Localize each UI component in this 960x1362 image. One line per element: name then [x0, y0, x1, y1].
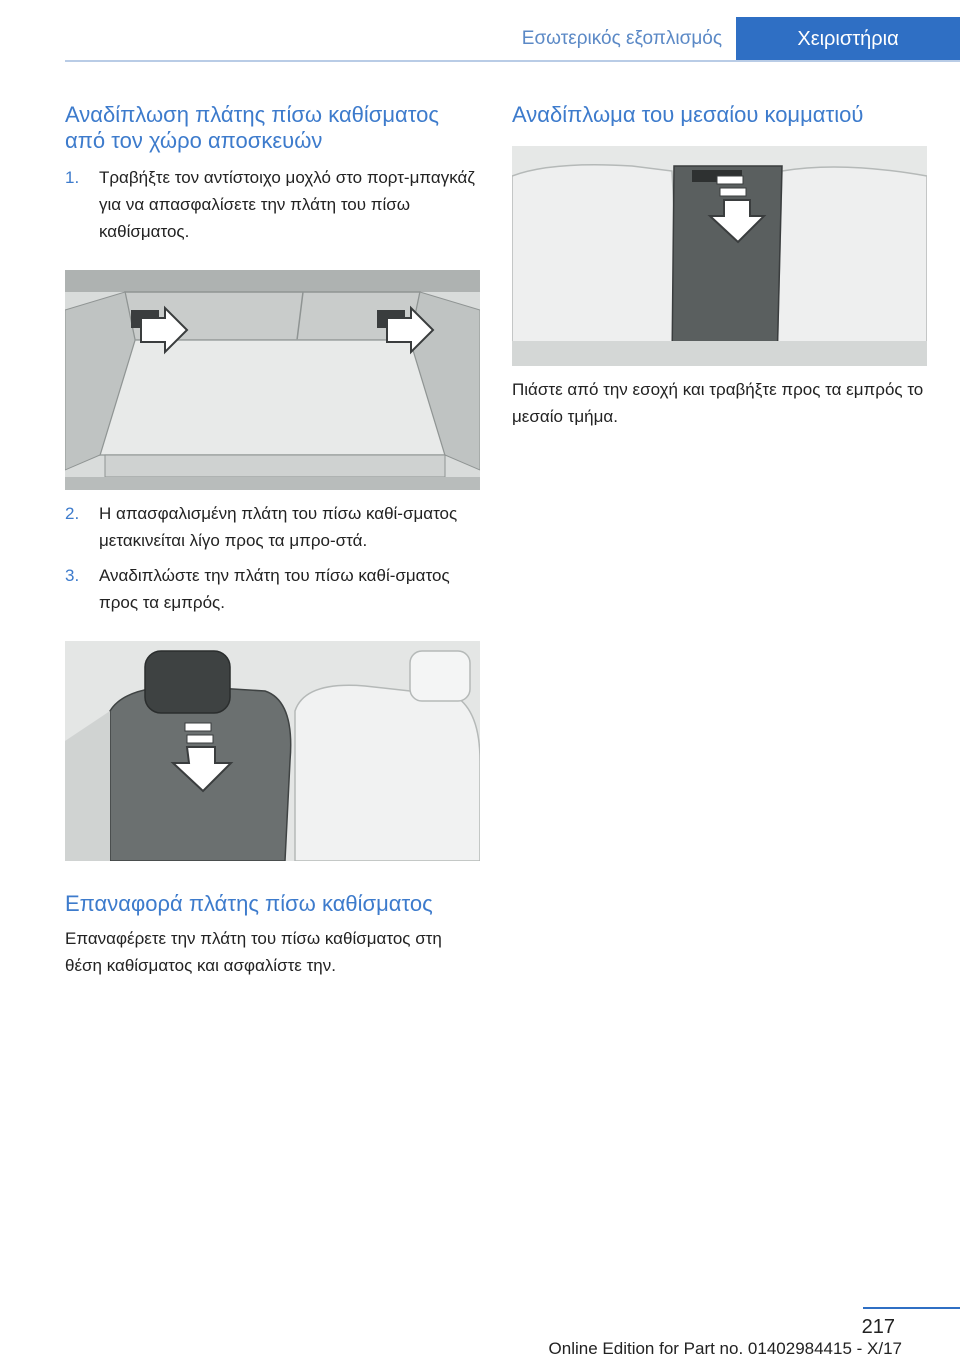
header-chapter-tab[interactable]: Χειριστήρια: [736, 17, 960, 62]
step-text: Αναδιπλώστε την πλάτη του πίσω καθί-σματος προς τα εμπρός.: [99, 566, 450, 612]
step-number: 3.: [65, 566, 80, 585]
step-text: Τραβήξτε τον αντίστοιχο μοχλό στο πορτ-μπαγκάζ για να απασφαλίσετε την πλάτη του πίσω καθίσματος.: [99, 168, 475, 241]
right-column: [512, 102, 927, 430]
fold-middle-text: Πιάστε από την εσοχή και τραβήξτε προς τα εμπρός το μεσαίο τμήμα.: [512, 380, 924, 426]
header-divider: [65, 60, 960, 62]
step-2: [65, 500, 480, 554]
restore-backrest-text: Επαναφέρετε την πλάτη του πίσω καθίσματος στη θέση καθίσματος και ασφαλίστε την.: [65, 929, 442, 975]
left-column: [65, 102, 480, 979]
step-number: 2.: [65, 504, 80, 523]
section-heading-fold-middle: Αναδίπλωμα του μεσαίου κομματιού: [512, 102, 864, 127]
footer-divider: [863, 1307, 960, 1309]
section-heading-restore-backrest: Επαναφορά πλάτης πίσω καθίσματος: [65, 891, 433, 916]
fold-seat-backrest-figure: [65, 641, 480, 861]
trunk-release-lever-figure: [65, 270, 480, 490]
edition-text: Online Edition for Part no. 01402984415 - X/17: [548, 1339, 902, 1358]
page-number: 217: [861, 1316, 895, 1338]
header-section-title: Εσωτερικός εξοπλισμός: [521, 28, 722, 49]
step-text: Η απασφαλισμένη πλάτη του πίσω καθί-σματος μετακινείται λίγο προς τα μπρο-στά.: [99, 504, 458, 550]
step-1: [65, 164, 480, 245]
step-3: [65, 562, 480, 616]
section-heading-fold-from-trunk: Αναδίπλωση πλάτης πίσω καθίσματος από τον χώρο αποσκευών: [65, 102, 439, 153]
step-number: 1.: [65, 168, 80, 187]
fold-middle-section-figure: [512, 146, 927, 366]
